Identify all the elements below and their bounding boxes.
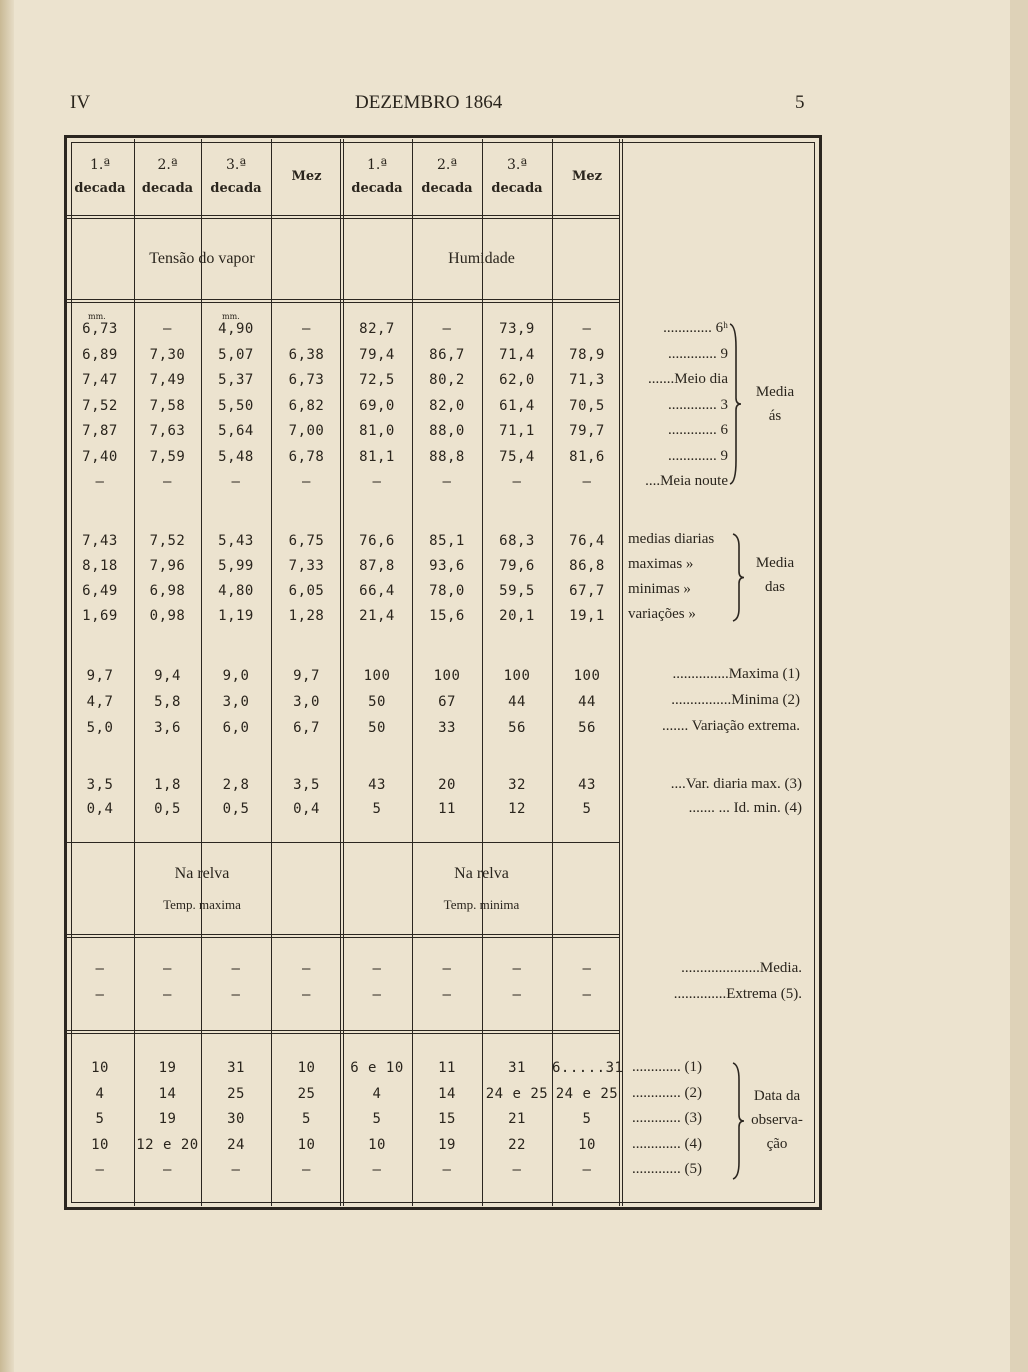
block6-cell: 14 xyxy=(438,1085,456,1102)
block1-cell: — xyxy=(372,474,382,490)
block1-cell: — xyxy=(163,321,172,337)
block1-cell: 71,1 xyxy=(499,423,535,439)
block6-row-label: ............. (3) xyxy=(632,1110,702,1126)
block1-cell: 78,9 xyxy=(569,346,605,363)
block1-row-label: .......Meio dia xyxy=(648,371,728,387)
block1-cell: 81,1 xyxy=(359,448,395,465)
relva-double-rule xyxy=(66,934,619,938)
block4-cell: 0,5 xyxy=(154,801,181,817)
block2-cell: 1,28 xyxy=(288,608,325,624)
block5-cell: — xyxy=(163,987,172,1003)
block1-cell: 79,7 xyxy=(569,423,605,439)
block1-cell: 62,0 xyxy=(499,372,535,388)
section-title-relva-min: Na relva xyxy=(454,865,509,882)
block1-cell: — xyxy=(302,474,311,490)
block5-cell: — xyxy=(372,987,382,1003)
group-media-das xyxy=(745,551,805,599)
block6-cell: — xyxy=(372,1162,382,1178)
block2-cell: 4,80 xyxy=(218,583,254,599)
block3-cell: 9,7 xyxy=(86,668,114,684)
block2-row-label: minimas » xyxy=(628,581,691,597)
block2-cell: 6,05 xyxy=(288,583,325,599)
block1-cell: 6,78 xyxy=(288,448,325,465)
block1-cell: 6,82 xyxy=(288,397,325,414)
column-head-ordinal: 2.ª xyxy=(436,157,457,173)
block3-row-label: ....... Variação extrema. xyxy=(662,718,800,734)
block2-cell: 19,1 xyxy=(569,608,605,624)
block2-cell: 66,4 xyxy=(359,583,395,599)
block6-cell: — xyxy=(442,1162,452,1178)
block5-cell: — xyxy=(442,987,452,1003)
block1-cell: 6,38 xyxy=(288,346,325,363)
block2-cell: 1,69 xyxy=(82,608,118,624)
block3-cell: 9,4 xyxy=(154,668,181,684)
block5-cell: — xyxy=(582,987,592,1003)
block2-cell: 8,18 xyxy=(82,558,118,574)
block3-row-label: ...............Maxima (1) xyxy=(672,666,800,682)
block1-cell: 70,5 xyxy=(569,397,605,414)
block2-cell: 7,43 xyxy=(82,533,118,549)
block1-cell: — xyxy=(582,321,592,337)
section-title-relva-max: Na relva xyxy=(174,865,230,882)
block3-cell: 100 xyxy=(433,668,461,684)
block5-cell: — xyxy=(95,961,105,977)
block6-cell: 22 xyxy=(508,1136,526,1153)
block4-cell: 0,4 xyxy=(293,801,320,817)
block6-cell: 5 xyxy=(582,1111,592,1127)
block1-row-label: ....Meia noute xyxy=(645,473,728,489)
group-data-observacao-line: observa- xyxy=(751,1112,803,1128)
group-media-as-line: ás xyxy=(768,408,782,424)
block6-cell: 11 xyxy=(438,1060,456,1076)
block1-row-label: ............. 6 xyxy=(668,422,728,438)
block1-cell: 6,89 xyxy=(82,346,118,363)
block1-cell: 71,3 xyxy=(569,372,605,388)
column-head-label: Mez xyxy=(571,169,603,184)
block6-row-label: ............. (5) xyxy=(632,1161,702,1177)
block2-cell: 67,7 xyxy=(569,583,605,599)
page-number: 5 xyxy=(795,92,805,113)
block4-cell: 5 xyxy=(582,801,592,817)
block4-cell: 11 xyxy=(438,801,456,817)
block2-cell: 20,1 xyxy=(499,608,535,624)
block1-cell: 7,59 xyxy=(149,448,186,465)
column-head-ordinal: 3.ª xyxy=(506,157,527,173)
block6-cell: 10 xyxy=(297,1060,316,1076)
block6-cell: 24 xyxy=(227,1136,245,1153)
block4-cell: 5 xyxy=(372,801,382,817)
block3-cell: 33 xyxy=(438,720,456,736)
block3-cell: 4,7 xyxy=(86,694,114,710)
block1-cell: 81,6 xyxy=(569,448,605,465)
block1-cell: — xyxy=(512,474,522,490)
block2-cell: 78,0 xyxy=(429,583,465,599)
block1-cell: 82,0 xyxy=(429,397,465,414)
block2-cell: 79,6 xyxy=(499,558,535,574)
block2-cell: 7,52 xyxy=(149,533,186,549)
block3-cell: 56 xyxy=(578,720,596,736)
block3-cell: 9,0 xyxy=(222,668,250,684)
block3-cell: 44 xyxy=(508,694,526,710)
block6-row-label: ............. (2) xyxy=(632,1084,702,1101)
column-head-ordinal: 2.ª xyxy=(157,157,178,173)
column-head-label: decada xyxy=(491,181,543,196)
block6-cell: 21 xyxy=(508,1111,526,1127)
block1-cell: 5,37 xyxy=(218,372,254,388)
block1-cell: 71,4 xyxy=(499,346,535,363)
block6-cell: 10 xyxy=(297,1136,316,1153)
block1-cell: 79,4 xyxy=(359,346,395,363)
block3-cell: 5,0 xyxy=(86,720,114,736)
block6-cell: 25 xyxy=(297,1085,316,1102)
block3-cell: 50 xyxy=(368,720,386,736)
block6-cell: 24 e 25 xyxy=(555,1085,619,1102)
block1-cell: 80,2 xyxy=(429,372,465,388)
block6-cell: 5 xyxy=(95,1111,105,1127)
block2-cell: 5,43 xyxy=(218,533,254,549)
block6-cell: 12 e 20 xyxy=(136,1136,199,1153)
block1-cell: 5,07 xyxy=(218,346,254,363)
block4-row-label: ....Var. diaria max. (3) xyxy=(670,776,802,792)
block6-cell: 19 xyxy=(158,1060,177,1076)
block1-cell: 6,73 xyxy=(288,372,325,388)
block1-cell: 7,52 xyxy=(82,397,118,414)
block4-cell: 3,5 xyxy=(293,777,320,793)
header-double-rule xyxy=(66,215,619,219)
block2-cell: 1,19 xyxy=(218,608,254,624)
block5-row-label: ..............Extrema (5). xyxy=(673,986,802,1002)
block1-cell: 7,87 xyxy=(82,423,118,439)
block6-cell: 6.....31 xyxy=(552,1060,624,1076)
unit-label: mm. xyxy=(88,312,106,321)
block6-cell: 10 xyxy=(91,1060,109,1076)
block1-cell: — xyxy=(163,474,172,490)
block1-cell: — xyxy=(582,474,592,490)
block1-cell: 7,58 xyxy=(149,397,186,414)
block2-cell: 85,1 xyxy=(429,533,465,549)
block1-cell: 7,49 xyxy=(149,372,186,388)
block1-cell: 81,0 xyxy=(359,423,395,439)
block6-cell: 6 e 10 xyxy=(350,1060,404,1076)
block1-row-label: ............. 6ʰ xyxy=(663,320,728,336)
block1-cell: 82,7 xyxy=(359,321,395,337)
block2-cell: 87,8 xyxy=(359,558,395,574)
block4-row-label: ....... ... Id. min. (4) xyxy=(688,800,802,816)
block3-cell: 100 xyxy=(363,668,391,684)
dates-double-rule xyxy=(66,1030,619,1034)
block1-cell: — xyxy=(231,474,241,490)
block1-cell: 69,0 xyxy=(359,397,395,414)
block1-cell: 4,90 xyxy=(218,321,254,337)
section-subtitle-temp-minima: Temp. minima xyxy=(443,897,520,912)
block5-cell: — xyxy=(512,987,522,1003)
unit-label: mm. xyxy=(222,312,240,321)
block2-cell: 15,6 xyxy=(429,608,465,624)
group-data-observacao-line: Data da xyxy=(753,1088,801,1104)
block6-cell: — xyxy=(302,1162,311,1178)
block6-cell: 31 xyxy=(508,1060,526,1076)
block5-cell: — xyxy=(231,987,241,1003)
block2-row-label: maximas » xyxy=(628,556,694,572)
block3-cell: 6,0 xyxy=(222,720,250,736)
block6-cell: 31 xyxy=(227,1060,245,1076)
block4-cell: 32 xyxy=(508,777,526,793)
block2-row-label: variações » xyxy=(628,606,696,622)
section-double-rule xyxy=(66,299,619,303)
block6-cell: 30 xyxy=(227,1111,245,1127)
block1-cell: 5,48 xyxy=(218,448,254,465)
block5-cell: — xyxy=(163,961,172,977)
column-head-ordinal: 1.ª xyxy=(366,157,387,173)
block5-cell: — xyxy=(95,987,105,1003)
block5-cell: — xyxy=(372,961,382,977)
block4-cell: 2,8 xyxy=(222,777,250,793)
page-spine-shadow xyxy=(0,0,14,1372)
block6-row-label: ............. (1) xyxy=(632,1059,702,1075)
block6-cell: — xyxy=(231,1162,241,1178)
group-media-das-line: Media xyxy=(755,555,795,571)
block4-cell: 20 xyxy=(438,777,456,793)
block2-cell: 6,75 xyxy=(288,533,325,549)
block2-cell: 6,98 xyxy=(149,583,186,599)
column-head-label: Mez xyxy=(291,169,322,184)
column-head-ordinal: 3.ª xyxy=(225,157,246,173)
block6-cell: 5 xyxy=(372,1111,382,1127)
block1-cell: 86,7 xyxy=(429,346,465,363)
block1-cell: 5,64 xyxy=(218,423,254,439)
block6-cell: 25 xyxy=(227,1085,245,1102)
group-media-as xyxy=(745,380,805,428)
block4-cell: 3,5 xyxy=(86,777,114,793)
block1-cell: 7,63 xyxy=(149,423,186,439)
block6-cell: — xyxy=(512,1162,522,1178)
block2-cell: 93,6 xyxy=(429,558,465,574)
block6-cell: 10 xyxy=(368,1136,386,1153)
block4-cell: 43 xyxy=(578,777,596,793)
block3-cell: 50 xyxy=(368,694,386,710)
block6-cell: 19 xyxy=(158,1111,177,1127)
block2-cell: 6,49 xyxy=(82,583,118,599)
column-head-label: decada xyxy=(421,181,473,196)
block-rule xyxy=(66,842,619,843)
block6-cell: 14 xyxy=(158,1085,177,1102)
block2-cell: 5,99 xyxy=(218,558,254,574)
block1-cell: — xyxy=(302,321,311,337)
block6-cell: 15 xyxy=(438,1111,456,1127)
roman-page-number: IV xyxy=(70,92,91,113)
block6-cell: 5 xyxy=(302,1111,311,1127)
block5-cell: — xyxy=(582,961,592,977)
column-head-label: decada xyxy=(351,181,403,196)
block3-cell: 67 xyxy=(438,694,456,710)
block1-cell: 7,47 xyxy=(82,372,118,388)
block3-cell: 5,8 xyxy=(154,694,181,710)
block2-cell: 0,98 xyxy=(149,608,186,624)
block2-cell: 76,6 xyxy=(359,533,395,549)
block5-row-label: .....................Media. xyxy=(681,960,802,976)
block5-cell: — xyxy=(442,961,452,977)
block1-cell: — xyxy=(95,474,105,490)
block1-cell: 7,40 xyxy=(82,448,118,465)
block1-row-label: ............. 9 xyxy=(668,345,728,362)
block4-cell: 43 xyxy=(368,777,386,793)
group-media-das-line: das xyxy=(765,579,785,595)
block5-cell: — xyxy=(512,961,522,977)
block3-row-label: ................Minima (2) xyxy=(671,692,800,708)
block4-cell: 1,8 xyxy=(154,777,181,793)
block6-cell: — xyxy=(95,1162,105,1178)
block2-cell: 68,3 xyxy=(499,533,535,549)
block3-cell: 100 xyxy=(503,668,531,684)
block6-cell: 24 e 25 xyxy=(485,1085,549,1102)
block5-cell: — xyxy=(302,987,311,1003)
block1-cell: 75,4 xyxy=(499,448,535,465)
block6-cell: — xyxy=(582,1162,592,1178)
block6-row-label: ............. (4) xyxy=(632,1135,702,1152)
block1-row-label: ............. 3 xyxy=(668,396,728,413)
block4-cell: 0,4 xyxy=(86,801,114,817)
column-head-label: decada xyxy=(210,181,262,196)
block1-cell: 73,9 xyxy=(499,321,535,337)
block3-cell: 9,7 xyxy=(293,668,320,684)
page-title: DEZEMBRO 1864 xyxy=(355,92,503,113)
block3-cell: 6,7 xyxy=(293,720,320,736)
section-subtitle-temp-maxima: Temp. maxima xyxy=(163,897,241,912)
section-title-vapor: Tensão do vapor xyxy=(149,250,255,267)
section-title-humidade: Humidade xyxy=(448,250,515,267)
brace-block1 xyxy=(728,323,742,485)
block3-cell: 3,6 xyxy=(154,720,181,736)
block3-cell: 3,0 xyxy=(293,694,320,710)
block2-cell: 76,4 xyxy=(569,533,605,549)
block6-cell: 4 xyxy=(372,1085,382,1102)
group-data-observacao xyxy=(747,1084,807,1156)
block1-cell: 7,00 xyxy=(288,423,325,439)
block3-cell: 56 xyxy=(508,720,526,736)
block1-cell: 88,8 xyxy=(429,448,465,465)
block4-cell: 12 xyxy=(508,801,526,817)
block3-cell: 100 xyxy=(573,668,601,684)
block2-cell: 7,33 xyxy=(288,558,325,574)
block2-row-label: medias diarias xyxy=(628,531,715,547)
block6-cell: 10 xyxy=(578,1136,596,1153)
block3-cell: 3,0 xyxy=(222,694,250,710)
block2-cell: 7,96 xyxy=(149,558,186,574)
brace-block2 xyxy=(731,533,745,622)
block1-cell: — xyxy=(442,474,452,490)
block3-cell: 44 xyxy=(578,694,596,710)
page-edge xyxy=(1010,0,1028,1372)
block1-cell: 72,5 xyxy=(359,372,395,388)
block1-cell: 61,4 xyxy=(499,397,535,414)
brace-block6 xyxy=(731,1062,745,1180)
block6-cell: 10 xyxy=(91,1136,109,1153)
block1-row-label: ............. 9 xyxy=(668,447,728,464)
block1-cell: 88,0 xyxy=(429,423,465,439)
block5-cell: — xyxy=(231,961,241,977)
block6-cell: — xyxy=(163,1162,172,1178)
block4-cell: 0,5 xyxy=(222,801,250,817)
group-data-observacao-line: ção xyxy=(766,1136,788,1152)
block5-cell: — xyxy=(302,961,311,977)
block1-cell: — xyxy=(442,321,452,337)
block2-cell: 59,5 xyxy=(499,583,535,599)
block6-cell: 19 xyxy=(438,1136,456,1153)
block6-cell: 4 xyxy=(95,1085,105,1102)
column-head-label: decada xyxy=(141,181,194,196)
block2-cell: 86,8 xyxy=(569,558,605,574)
block1-cell: 6,73 xyxy=(82,321,118,337)
block1-cell: 7,30 xyxy=(149,346,186,363)
column-head-ordinal: 1.ª xyxy=(89,157,110,173)
block1-cell: 5,50 xyxy=(218,397,254,414)
column-head-label: decada xyxy=(74,181,126,196)
block2-cell: 21,4 xyxy=(359,608,395,624)
group-media-as-line: Media xyxy=(755,384,795,400)
